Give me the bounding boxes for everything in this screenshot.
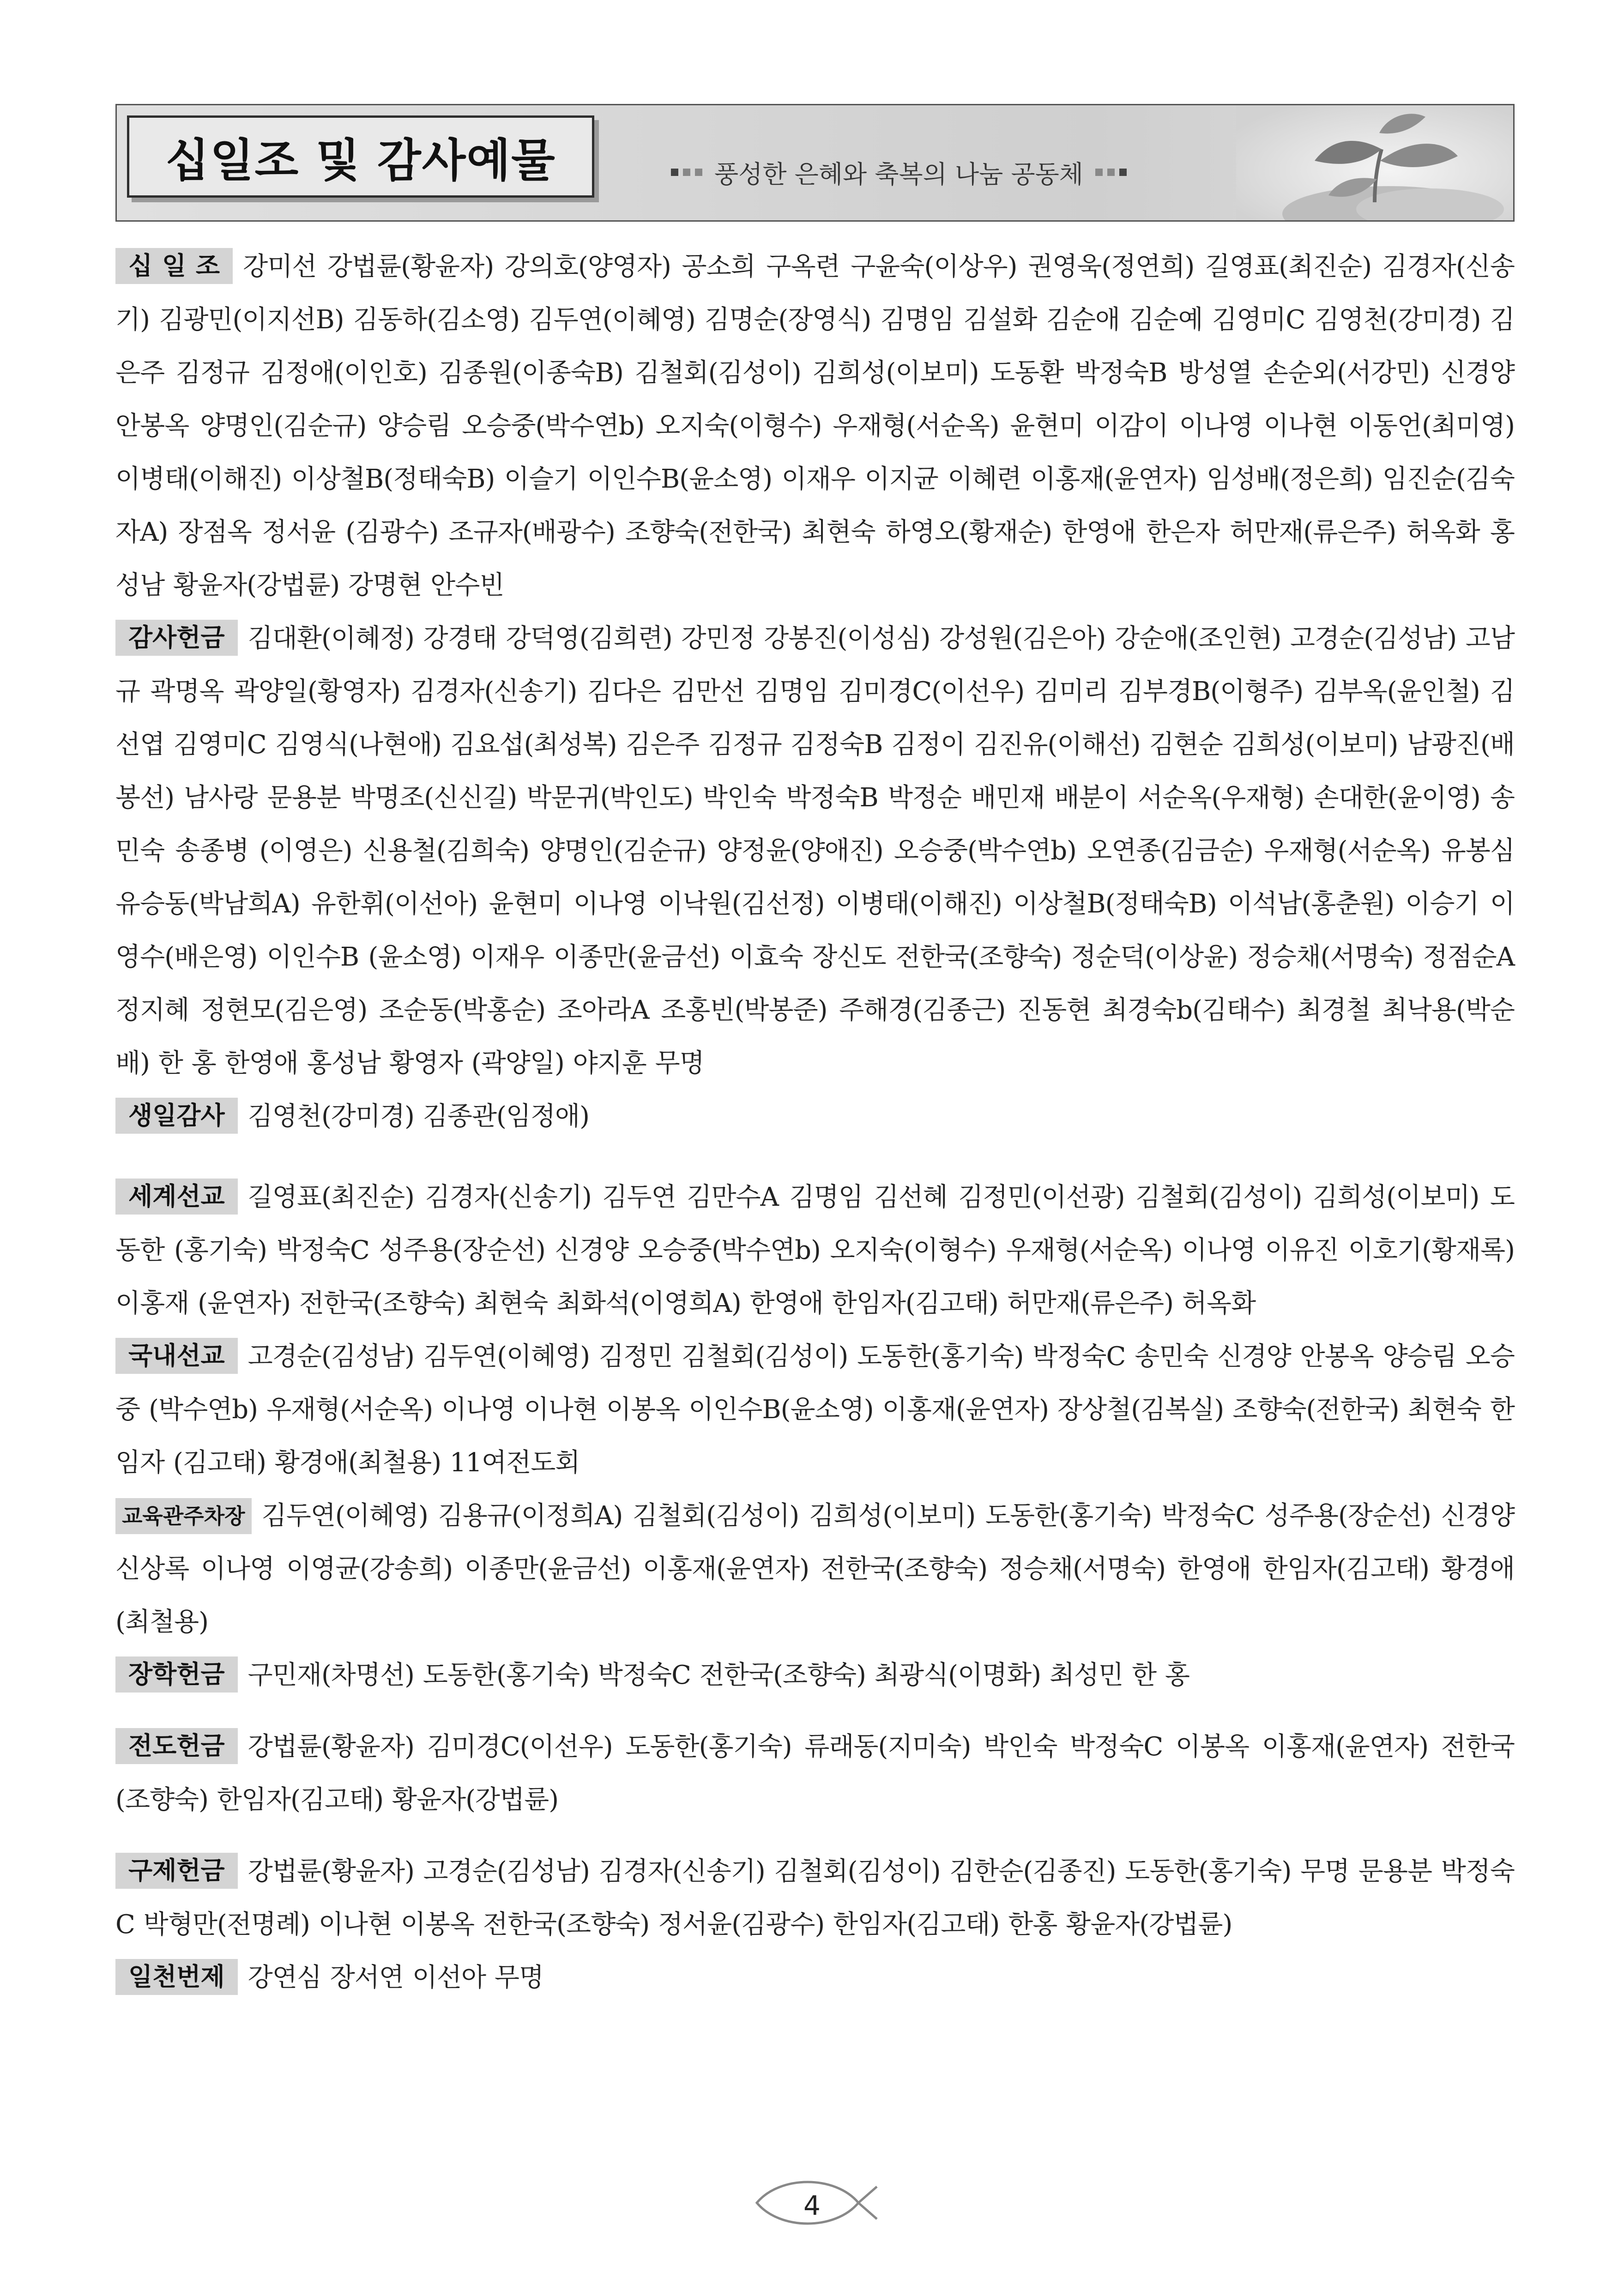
section-text: 김두연(이혜영) 김용규(이정희A) 김철회(김성이) 김희성(이보미) 도동한(홍기숙) 박정숙C 성주용(장순선) 신경양 신상록 이나영 이영균(강송희) 이종만(윤금선) 이홍재(윤연자) 전한국(조향숙) 정승채(서명숙) 한영애 한임자(김고태) 황경애(최철용) <box>115 1501 1515 1637</box>
offering-list <box>115 240 1515 2004</box>
right-dots-ornament <box>1095 169 1127 176</box>
title-box <box>127 115 594 198</box>
section-label: 구제헌금 <box>115 1853 238 1889</box>
section-label: 세계선교 <box>115 1179 238 1215</box>
section-thousand-offering <box>115 1951 1515 2004</box>
plant-hands-image <box>1236 105 1513 222</box>
section-domestic-mission <box>115 1330 1515 1489</box>
section-tithe <box>115 240 1515 612</box>
section-label: 국내선교 <box>115 1338 238 1374</box>
section-label: 교육관주차장 <box>115 1498 252 1534</box>
section-text: 강연심 장서연 이선아 무명 <box>248 1963 544 1993</box>
section-scholarship <box>115 1649 1515 1702</box>
section-text: 구민재(차명선) 도동한(홍기숙) 박정숙C 전한국(조향숙) 최광식(이명화) 최성민 한 홍 <box>248 1660 1189 1690</box>
page-footer <box>0 2170 1624 2235</box>
section-text: 강법륜(황윤자) 고경순(김성남) 김경자(신송기) 김철회(김성이) 김한순(김종진) 도동한(홍기숙) 무명 문용분 박정숙C 박형만(전명례) 이나현 이봉옥 전한국(조향숙) 정서윤(김광수) 한임자(김고태) 한홍 황윤자(강법륜) <box>115 1856 1515 1940</box>
section-text: 강법륜(황윤자) 김미경C(이선우) 도동한(홍기숙) 류래동(지미숙) 박인숙 박정숙C 이봉옥 이홍재(윤연자) 전한국(조향숙) 한임자(김고태) 황윤자(강법륜) <box>115 1732 1515 1815</box>
header-subtitle-row <box>671 151 1127 193</box>
page-title: 십일조 및 감사예물 <box>165 134 556 187</box>
section-label: 전도헌금 <box>115 1728 238 1764</box>
page-header <box>115 104 1515 222</box>
section-label: 일천번제 <box>115 1959 238 1995</box>
page-number: 4 <box>803 2190 821 2221</box>
section-relief <box>115 1845 1515 1951</box>
section-text: 강미선 강법륜(황윤자) 강의호(양영자) 공소희 구옥련 구윤숙(이상우) 권영욱(정연희) 길영표(최진순) 김경자(신송기) 김광민(이지선B) 김동하(김소영) 김두연(이혜영) 김명순(장영식) 김명임 김설화 김순애 김순예 김영미C 김영천(강미경) 김은주 김정규 김정애(이인호) 김종원(이종숙B) 김철회(김성이) 김희성(이보미) 도동환 박정숙B 방성열 손순외(서강민) 신경양 안봉옥 양명인(김순규) 양승림 오승중(박수연b) 오지숙(이형수) 우재형(서순옥) 윤현미 이감이 이나영 이나현 이동언(최미영) 이병태(이해진) 이상철B(정태숙B) 이슬기 이인수B(윤소영) 이재우 이지균 이혜련 이홍재(윤연자) 임성배(정은희) 임진순(김숙자A) 장점옥 정서윤 (김광수) 조규자(배광수) 조향숙(전한국) 최현숙 하영오(황재순) 한영애 한은자 허만재(류은주) 허옥화 홍성남 황윤자(강법륜) 강명현 안수빈 <box>115 252 1515 600</box>
section-label: 감사헌금 <box>115 620 238 656</box>
section-label: 생일감사 <box>115 1098 238 1134</box>
header-subtitle: 풍성한 은혜와 축복의 나눔 공동체 <box>714 159 1083 189</box>
section-world-mission <box>115 1171 1515 1330</box>
section-text: 김영천(강미경) 김종관(임정애) <box>248 1101 589 1131</box>
section-label: 십 일 조 <box>115 248 233 284</box>
section-text: 김대환(이혜정) 강경태 강덕영(김희련) 강민정 강봉진(이성심) 강성원(김은아) 강순애(조인현) 고경순(김성남) 고남규 곽명옥 곽양일(황영자) 김경자(신송기) 김다은 김만선 김명임 김미경C(이선우) 김미리 김부경B(이형주) 김부옥(윤인철) 김선엽 김영미C 김영식(나현애) 김요섭(최성복) 김은주 김정규 김정숙B 김정이 김진유(이해선) 김현순 김희성(이보미) 남광진(배봉선) 남사랑 문용분 박명조(신신길) 박문귀(박인도) 박인숙 박정숙B 박정순 배민재 배분이 서순옥(우재형) 손대한(윤이영) 송민숙 송종병 (이영은) 신용철(김희숙) 양명인(김순규) 양정윤(양애진) 오승중(박수연b) 오연종(김금순) 우재형(서순옥) 유봉심 유승동(박남희A) 유한휘(이선아) 윤현미 이나영 이낙원(김선정) 이병태(이해진) 이상철B(정태숙B) 이석남(홍춘원) 이승기 이영수(배은영) 이인수B (윤소영) 이재우 이종만(윤금선) 이효숙 장신도 전한국(조향숙) 정순덕(이상윤) 정승채(서명숙) 정점순A 정지혜 정현모(김은영) 조순동(박홍순) 조아라A 조홍빈(박봉준) 주해경(김종근) 진동현 최경숙b(김태수) 최경철 최낙용(박순배) 한 홍 한영애 홍성남 황영자 (곽양일) 야지훈 무명 <box>115 623 1515 1078</box>
section-evangelism <box>115 1720 1515 1826</box>
section-text: 고경순(김성남) 김두연(이혜영) 김정민 김철회(김성이) 도동한(홍기숙) 박정숙C 송민숙 신경양 안봉옥 양승림 오승중 (박수연b) 우재형(서순옥) 이나영 이나현 이봉옥 이인수B(윤소영) 이홍재(윤연자) 장상철(김복실) 조향숙(전한국) 최현숙 한임자 (김고태) 황경애(최철용) 11여전도회 <box>115 1342 1515 1478</box>
section-education-parking <box>115 1489 1515 1649</box>
section-text: 길영표(최진순) 김경자(신송기) 김두연 김만수A 김명임 김선혜 김정민(이선광) 김철회(김성이) 김희성(이보미) 도동한 (홍기숙) 박정숙C 성주용(장순선) 신경양 오승중(박수연b) 오지숙(이형수) 우재형(서순옥) 이나영 이유진 이호기(황재록) 이홍재 (윤연자) 전한국(조향숙) 최현숙 최화석(이영희A) 한영애 한임자(김고태) 허만재(류은주) 허옥화 <box>115 1182 1515 1318</box>
section-label: 장학헌금 <box>115 1656 238 1693</box>
left-dots-ornament <box>671 169 702 176</box>
section-birthday-thanks <box>115 1090 1515 1143</box>
page-number-mark <box>743 2170 881 2235</box>
section-thanks-offering <box>115 612 1515 1090</box>
